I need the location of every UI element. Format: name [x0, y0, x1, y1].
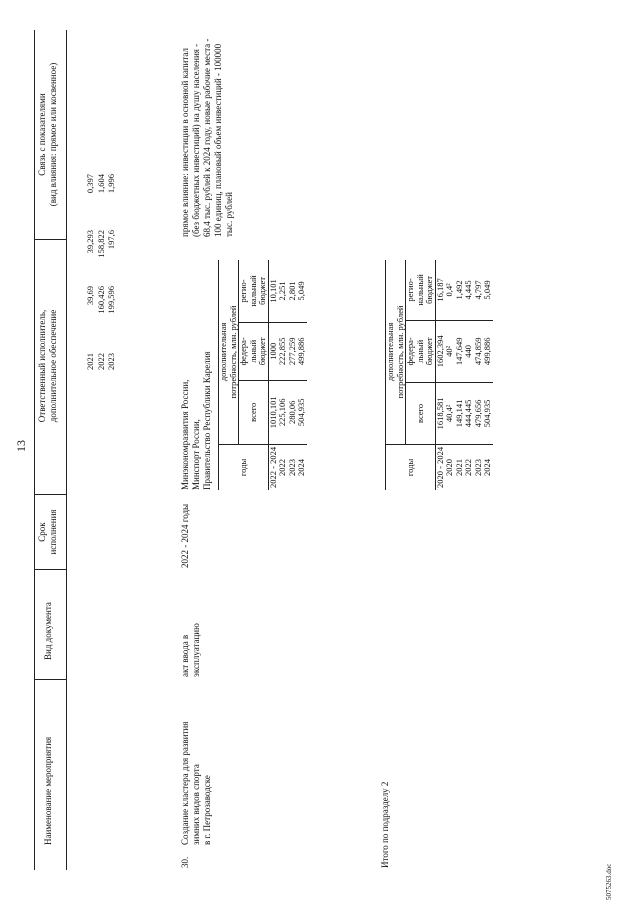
row-year: 2022	[277, 458, 287, 476]
cont-row	[85, 160, 96, 370]
row-total: 444,445	[464, 382, 474, 444]
need-header	[386, 260, 406, 444]
row-total: 504,935	[483, 382, 493, 444]
fed-header	[239, 322, 269, 380]
row-fed: 1602,394	[435, 320, 445, 382]
cont-fed: 39,293	[85, 230, 95, 254]
row-fed: 277,259	[288, 322, 298, 380]
row-total: 1618,581	[435, 382, 445, 444]
row-reg: 2,251	[278, 260, 288, 322]
row-total: 225,106	[278, 380, 288, 444]
subsection-total-label: Итого по подразделу 2	[380, 781, 390, 868]
page-number: 13	[14, 440, 28, 452]
doc-type-line1: акт ввода в	[180, 634, 190, 677]
header-executor-line2: дополнительное обеспечение	[48, 309, 58, 423]
col-divider	[34, 239, 66, 240]
row-fed: 40²	[445, 320, 455, 382]
row-total: 479,656	[474, 382, 484, 444]
row-total: 1010,101	[268, 380, 278, 444]
header-bottom-rule	[66, 30, 67, 870]
col-divider	[34, 494, 66, 495]
cont-fed: 158,822	[95, 230, 106, 258]
cont-row	[96, 160, 107, 370]
footer-filename: 5075263.doc	[605, 863, 613, 900]
row-fed: 147,649	[455, 320, 465, 382]
row-reg: 5,049	[297, 260, 307, 322]
cont-year: 2022	[95, 353, 106, 370]
row-reg: 5,049	[483, 260, 493, 320]
table-row	[483, 260, 493, 490]
row-reg: 0,4²	[445, 260, 455, 320]
cont-total: 39,69	[85, 286, 95, 306]
row-year: 2024	[482, 458, 492, 476]
row-reg: 2,801	[288, 260, 298, 322]
need-header	[219, 260, 239, 444]
years-header: годы	[404, 458, 415, 477]
row-year: 2022 - 2024	[267, 446, 278, 488]
total-header: всего	[239, 380, 269, 444]
header-doc-type: Вид документа	[43, 602, 53, 660]
cont-year: 2023	[106, 353, 116, 370]
header-top-rule	[34, 30, 35, 870]
need-header-line2: потребность, млн. рублей	[394, 305, 405, 399]
item-name-line3: в г. Петрозаводске	[202, 775, 212, 845]
reg-header-line: нальный	[247, 275, 258, 307]
reg-header	[239, 260, 269, 322]
item-number: 30.	[180, 856, 190, 868]
term: 2022 - 2024 годы	[180, 503, 190, 568]
executor-line3: Правительство Республики Карелия	[202, 351, 212, 490]
cont-row	[106, 160, 117, 370]
fed-header-line: бюджет	[424, 337, 434, 366]
fed-header-line: федера-	[238, 337, 248, 366]
row-total: 40,4²	[445, 382, 455, 444]
cont-reg: 1,604	[95, 174, 106, 194]
item-financing-table	[218, 260, 307, 490]
col-divider	[34, 679, 66, 680]
row-total: 149,141	[455, 382, 465, 444]
row-year: 2023	[286, 458, 297, 476]
fed-header	[406, 320, 436, 382]
row-reg: 4,797	[474, 260, 484, 320]
row-reg: 4,445	[464, 260, 474, 320]
cont-year: 2021	[85, 353, 95, 370]
years-header: годы	[237, 458, 248, 477]
indicator-link-text: прямое влияние: инвестиции в основной капитал (без бюджетных инвестиций) на душу населения - 68,4 тыс. рублей к 2024 году, новые рабочие места - 100 единиц, плановый объем инвестиций - 100000 тыс. рублей	[180, 38, 234, 237]
header-link-line1: Связь с показателями	[37, 93, 47, 176]
row-fed: 222,855	[278, 322, 288, 380]
continued-financing	[85, 160, 117, 370]
fed-header-line: льный	[414, 339, 425, 363]
row-year: 2020	[444, 458, 454, 476]
doc-type-line2: эксплуатацию	[191, 623, 201, 677]
row-reg: 10,101	[268, 260, 278, 322]
header-link-line2: (вид влияния: прямое или косвенное)	[48, 62, 58, 207]
reg-header-line: регио-	[238, 279, 248, 303]
cont-total: 160,426	[95, 286, 106, 314]
col-divider	[34, 569, 66, 570]
header-name: Наименование мероприятия	[43, 736, 53, 845]
need-header-line2: потребность, млн. рублей	[227, 305, 238, 399]
executor-line2: Минспорт России,	[191, 419, 201, 490]
header-executor-line1: Ответственный исполнитель,	[37, 309, 47, 423]
need-header-line1: дополнительная	[218, 322, 228, 382]
row-year: 2023	[472, 458, 483, 476]
row-fed: 499,886	[483, 320, 493, 382]
executor-line1: Минэкономразвития России,	[180, 379, 190, 490]
row-year: 2021	[453, 458, 464, 476]
total-header: всего	[406, 382, 436, 444]
item-name-line2: зимних видов спорта	[191, 764, 201, 845]
row-fed: 499,886	[297, 322, 307, 380]
cont-total: 199,596	[106, 286, 116, 314]
fed-header-line: федера-	[405, 337, 415, 366]
header-term-line1: Срок	[37, 522, 47, 542]
row-year: 2024	[296, 458, 306, 476]
row-fed: 440	[464, 320, 474, 382]
row-total: 280,06	[288, 380, 298, 444]
header-term-line2: исполнения	[48, 509, 58, 555]
need-header-line1: дополнительная	[385, 322, 395, 382]
fed-header-line: льный	[247, 339, 258, 363]
cont-reg: 1,996	[106, 174, 116, 194]
reg-header-line: нальный	[414, 274, 425, 306]
reg-header-line: бюджет	[257, 277, 267, 305]
row-year: 2020 - 2024	[434, 446, 445, 488]
row-fed: 474,859	[474, 320, 484, 382]
row-reg: 16,187	[435, 260, 445, 320]
reg-header-line: бюджет	[424, 276, 434, 304]
total-financing-table	[385, 260, 493, 490]
reg-header-line: регио-	[405, 278, 415, 302]
cont-reg: 0,397	[85, 174, 95, 194]
row-year: 2022	[463, 458, 473, 476]
row-fed: 1000	[268, 322, 278, 380]
row-reg: 1,492	[455, 260, 465, 320]
item-name-line1: Создание кластера для развития	[180, 721, 190, 845]
table-row	[297, 260, 307, 490]
cont-fed: 197,6	[106, 230, 116, 250]
fed-header-line: бюджет	[257, 337, 267, 366]
reg-header	[406, 260, 436, 320]
row-total: 504,935	[297, 380, 307, 444]
